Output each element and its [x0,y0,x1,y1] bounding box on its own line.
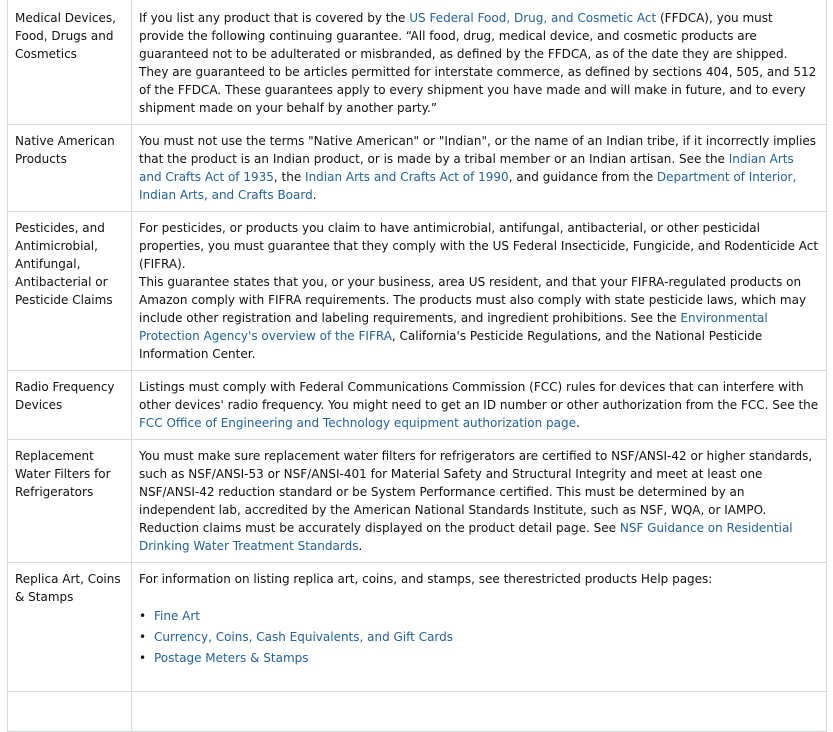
text-segment: If you list any product that is covered by the [139,11,410,25]
description-cell [132,125,827,212]
description-text [132,125,826,211]
text-segment: . [576,416,580,430]
category-label: Native American Products [15,134,115,166]
text-segment: , California's Pesticide Regulations, and the National Pesticide Information Center. [139,329,763,361]
description-cell [132,0,827,125]
description-text [132,212,826,370]
table-row [8,692,827,732]
currency-coins-link[interactable]: Currency, Coins, Cash Equivalents, and Gift Cards [154,630,454,644]
text-segment: You must not use the terms "Native American" or "Indian", or the name of an Indian tribe, if it incorrectly implies that the product is an Indian product, or is made by a tribal member or an Indian artisan. See the [139,134,817,166]
text-segment: You must make sure replacement water filters for refrigerators are certified to NSF/ANSI-42 or higher standards, such as NSF/ANSI-53 or NSF/ANSI-401 for Material Safety and Structural Integrity and meet at least one NSF/ANSI-42 reduction standard or be System Performance certified. This must be determined by an independent lab, accredited by the American National Standards Institute, such as NSF, WQA, or IAMPO. Reduction claims must be accurately displayed on the product detail page. See [139,449,813,535]
table-body [8,0,827,732]
category-label [8,692,131,706]
nsf-guidance-link[interactable]: NSF Guidance on Residential Drinking Water Treatment Standards [139,521,793,553]
text-segment: , and guidance from the [508,170,657,184]
fcc-authorization-link[interactable]: FCC Office of Engineering and Technology equipment authorization page [139,416,576,430]
indian-arts-crafts-1935-link[interactable]: Indian Arts and Crafts Act of 1935 [139,152,794,184]
table-row [8,563,827,692]
fine-art-link[interactable]: Fine Art [154,609,201,623]
category-cell [8,125,132,212]
table-row [8,212,827,371]
postage-meters-link[interactable]: Postage Meters & Stamps [154,651,309,665]
description-cell [132,440,827,563]
table-row [8,371,827,440]
category-label: Medical Devices, Food, Drugs and Cosmetics [15,11,116,61]
description-cell [132,563,827,692]
description-cell [132,212,827,371]
list-item [139,649,820,667]
ffdca-link[interactable]: US Federal Food, Drug, and Cosmetic Act [409,11,657,25]
text-segment: Listings must comply with Federal Communications Commission (FCC) rules for devices that can interfere with other devices' radio frequency. You might need to get an ID number or other authorization from the FCC. See the [139,380,819,412]
description-text [132,692,826,706]
category-cell [8,371,132,440]
description-cell [132,371,827,440]
category-label: Radio Frequency Devices [15,380,115,412]
category-label: Replacement Water Filters for Refrigerators [15,449,111,499]
category-label: Replica Art, Coins & Stamps [15,572,121,604]
category-label: Pesticides, and Antimicrobial, Antifungal, Antibacterial or Pesticide Claims [15,221,113,307]
text-segment: This guarantee states that you, or your business, area US resident, and that your FIFRA-regulated products on Amazon comply with FIFRA requirements. The products must also comply with state pesticide laws, which may include other registration and labeling requirements, and ingredient prohibitions. See the [139,275,807,325]
paragraph [139,219,820,273]
indian-arts-crafts-1990-link[interactable]: Indian Arts and Crafts Act of 1990 [305,170,509,184]
text-segment: (FFDCA), you must provide the following continuing guarantee. “All food, drug, medical device, and cosmetic products are guaranteed not to be adulterated or misbranded, as defined by the FFDCA, as of the date they are shipped. They are guaranteed to be articles permitted for interstate commerce, as defined by sections 404, 505, and 512 of the FFDCA. These guarantees apply to every shipment you have made and will make in future, and to every shipment made on your behalf by another party.” [139,11,817,115]
category-cell [8,0,132,125]
intro-text: For information on listing replica art, coins, and stamps, see therestricted products Help pages: [139,572,713,586]
text-segment: For pesticides, or products you claim to have antimicrobial, antifungal, antibacterial, or other pesticidal properties, you must guarantee that they comply with the US Federal Insecticide, Fungicide, and Rodenticide Act (FIFRA). [139,221,819,271]
description-cell [132,692,827,732]
table-row [8,0,827,125]
category-cell [8,692,132,732]
category-cell [8,212,132,371]
description-text [132,440,826,562]
text-segment: , the [273,170,306,184]
description-text [132,0,826,124]
text-segment: . [312,188,317,202]
dept-interior-crafts-board-link[interactable]: Department of Interior, Indian Arts, and Crafts Board [139,170,797,202]
table-row [8,125,827,212]
text-segment: . [358,539,363,553]
list-item [139,628,820,646]
restricted-products-table [7,0,827,732]
help-links-list [139,607,820,667]
category-cell [8,563,132,692]
epa-fifra-overview-link[interactable]: Environmental Protection Agency's overview of the FIFRA [139,311,768,343]
bullet-icon: • [139,609,147,623]
description-text [132,563,826,677]
bullet-icon: • [139,630,147,644]
paragraph [139,273,820,363]
category-cell [8,440,132,563]
table-row [8,440,827,563]
list-item [139,607,820,625]
bullet-icon: • [139,651,147,665]
description-text [132,371,826,439]
